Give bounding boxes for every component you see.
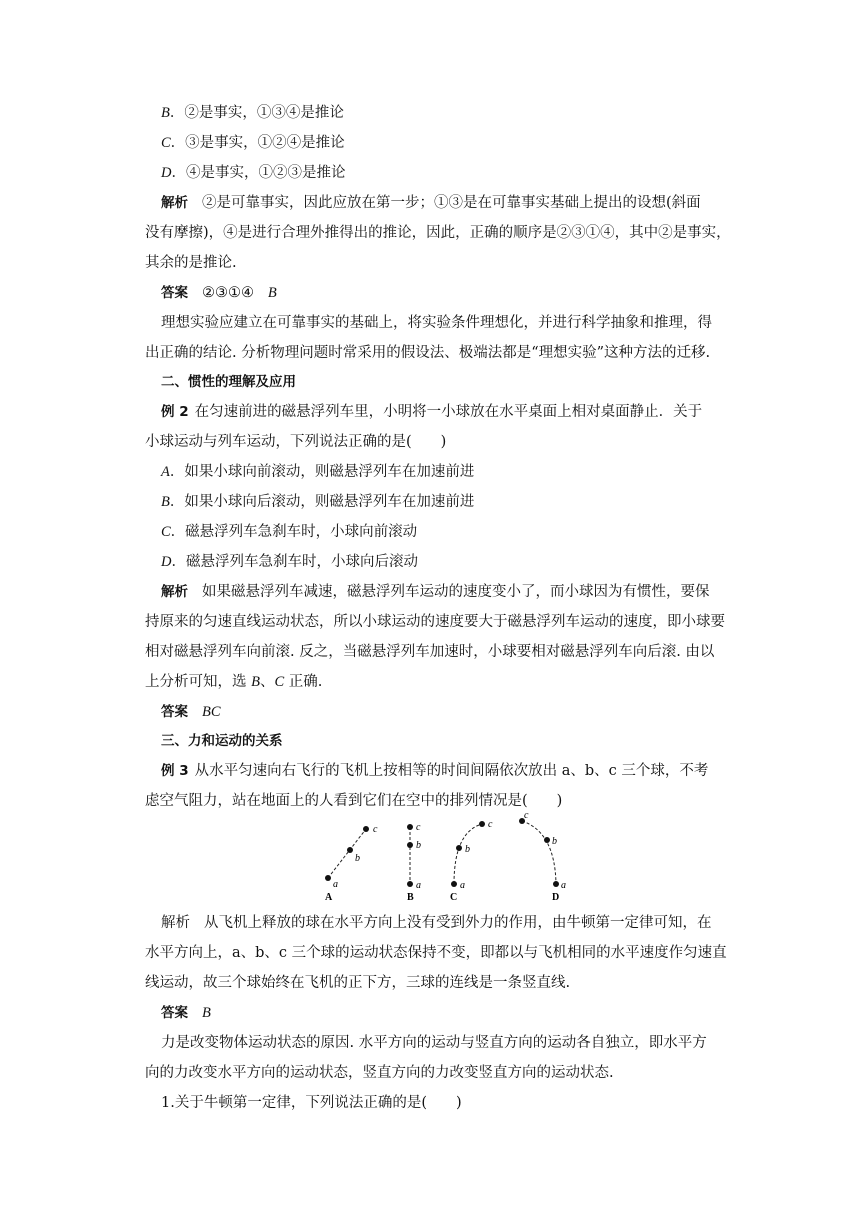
ball-label: c (524, 812, 529, 821)
option-text: ．④是事实，①②③是推论 (171, 165, 346, 181)
figure-label: A (325, 892, 333, 903)
analysis-text: 如果磁悬浮列车减速，磁悬浮列车运动的速度变小了，而小球因为有惯性，要保 (202, 584, 710, 600)
ball-a (407, 881, 413, 887)
option-letter: B (161, 494, 170, 510)
analysis-label: 解析 (161, 915, 190, 931)
option-text: ．②是事实，①③④是推论 (169, 105, 344, 121)
option-letter: D (161, 165, 172, 181)
answer-value: BC (202, 704, 221, 720)
analysis-line (161, 582, 761, 602)
analysis-line: 持原来的匀速直线运动状态，所以小球运动的速度要大于磁悬浮列车运动的速度，即小球要 (145, 614, 725, 630)
dashed-line (328, 829, 366, 878)
ball-label: b (465, 844, 470, 855)
option-text: ．如果小球向后滚动，则磁悬浮列车在加速前进 (169, 494, 475, 510)
analysis-line (145, 672, 745, 692)
example-line (161, 402, 761, 422)
option-letter: C (161, 524, 171, 540)
ball-arrangement-figure (310, 812, 580, 904)
analysis-line (161, 913, 761, 933)
figure-label: C (450, 892, 458, 903)
question-line: 1.关于牛顿第一定律，下列说法正确的是( ) (161, 1095, 462, 1111)
ball-label: c (416, 822, 421, 833)
ball-label: c (488, 819, 493, 830)
analysis-text: 上分析可知，选 (145, 674, 252, 690)
analysis-text: 、 (259, 674, 275, 690)
option-letter: D (161, 554, 172, 570)
ball-label: a (416, 880, 421, 891)
choice-letter: B (251, 674, 260, 690)
answer-letter: B (267, 285, 277, 301)
analysis-line: 水平方向上，a、b、c 三个球的运动状态保持不变，即都以与飞机相同的水平速度作匀速直 (145, 945, 727, 961)
ball-b (407, 842, 413, 848)
option-c (161, 522, 761, 542)
answer-value: B (202, 1005, 211, 1021)
ball-label: b (552, 836, 557, 847)
analysis-line (161, 193, 761, 213)
figure-option-c (450, 819, 493, 903)
ball-label: a (460, 880, 465, 891)
example-line (161, 761, 761, 781)
ball-b (456, 845, 462, 851)
example-line: 虑空气阻力，站在地面上的人看到它们在空中的排列情况是( ) (145, 793, 563, 809)
answer-label: 答案 (161, 285, 188, 301)
option-a (161, 462, 761, 482)
answer-line (161, 702, 761, 722)
option-letter: C (161, 135, 171, 151)
option-text: ．如果小球向前滚动，则磁悬浮列车在加速前进 (169, 464, 475, 480)
option-d (161, 552, 761, 572)
section-heading: 二、惯性的理解及应用 (161, 374, 296, 390)
analysis-label: 解析 (161, 584, 188, 600)
option-text: ．③是事实，①②④是推论 (170, 135, 345, 151)
answer-label: 答案 (161, 704, 188, 720)
ball-label: b (355, 853, 360, 864)
note-line: 理想实验应建立在可靠事实的基础上，将实验条件理想化，并进行科学抽象和推理，得 (161, 315, 712, 331)
analysis-text: 从飞机上释放的球在水平方向上没有受到外力的作用，由牛顿第一定律可知，在 (204, 915, 712, 931)
ball-b (544, 837, 550, 843)
option-b (161, 103, 761, 123)
ball-b (347, 847, 353, 853)
answer-value: ②③①④ (202, 285, 254, 301)
figure-option-b (407, 822, 421, 903)
analysis-line: 没有摩擦)，④是进行合理外推得出的推论，因此，正确的顺序是②③①④，其中②是事实， (145, 225, 731, 241)
analysis-line: 相对磁悬浮列车向前滚. 反之，当磁悬浮列车加速时，小球要相对磁悬浮列车向后滚. 由以 (145, 644, 715, 660)
note-line: 出正确的结论. 分析物理问题时常采用的假设法、极端法都是“理想实验”这种方法的迁移. (145, 345, 711, 361)
option-b (161, 492, 761, 512)
example-label: 例 3 (161, 763, 189, 779)
analysis-line: 线运动，故三个球始终在飞机的正下方，三球的连线是一条竖直线. (145, 975, 571, 991)
option-text: ．磁悬浮列车急刹车时，小球向前滚动 (170, 524, 418, 540)
analysis-line: 其余的是推论. (145, 255, 237, 271)
ball-c (363, 826, 369, 832)
ball-label: c (373, 824, 378, 835)
analysis-text: 正确. (284, 674, 323, 690)
answer-line (161, 1003, 761, 1023)
figure-option-d (519, 812, 566, 903)
option-c (161, 133, 761, 153)
analysis-label: 解析 (161, 195, 188, 211)
choice-letter: C (274, 674, 285, 690)
analysis-text: ②是可靠事实，因此应放在第一步；①③是在可靠事实基础上提出的设想(斜面 (202, 195, 701, 211)
dashed-curve (522, 821, 556, 884)
option-letter: B (161, 105, 170, 121)
option-letter: A (161, 464, 170, 480)
note-line: 向的力改变水平方向的运动状态，竖直方向的力改变竖直方向的运动状态. (145, 1065, 614, 1081)
ball-a (553, 881, 559, 887)
ball-label: a (333, 879, 338, 890)
figure-option-a (325, 824, 378, 903)
section-heading: 三、力和运动的关系 (161, 733, 283, 749)
figure-label: B (407, 892, 414, 903)
ball-c (479, 821, 485, 827)
ball-a (325, 875, 331, 881)
ball-a (451, 881, 457, 887)
ball-label: a (561, 880, 566, 891)
example-label: 例 2 (161, 404, 189, 420)
option-text: ．磁悬浮列车急刹车时，小球向后滚动 (171, 554, 418, 570)
ball-c (407, 824, 413, 830)
example-text: 在匀速前进的磁悬浮列车里，小明将一小球放在水平桌面上相对桌面静止．关于 (194, 404, 703, 420)
answer-line (161, 283, 761, 303)
figure-label: D (552, 892, 560, 903)
answer-label: 答案 (161, 1005, 188, 1021)
example-line: 小球运动与列车运动，下列说法正确的是( ) (145, 434, 447, 450)
example-text: 从水平匀速向右飞行的飞机上按相等的时间间隔依次放出 a、b、c 三个球，不考 (194, 763, 709, 779)
option-d (161, 163, 761, 183)
ball-label: b (416, 840, 421, 851)
note-line: 力是改变物体运动状态的原因. 水平方向的运动与竖直方向的运动各自独立，即水平方 (161, 1035, 707, 1051)
